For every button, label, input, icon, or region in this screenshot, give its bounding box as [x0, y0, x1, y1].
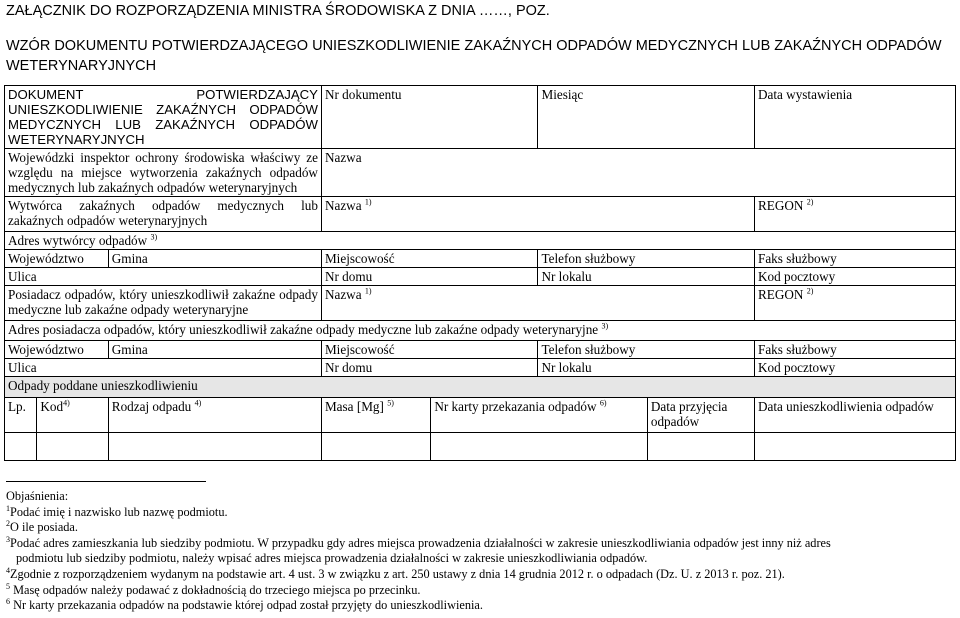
row-lp-cell[interactable] [5, 433, 37, 461]
footnote-1: $^1$Podać imię i nazwisko lub nazwę podmiotu. [6, 503, 228, 519]
col-lp: Lp. [5, 398, 37, 433]
ulica-field-2[interactable]: Ulica [5, 359, 322, 377]
telefon-field[interactable]: Telefon służbowy [538, 250, 755, 268]
miesiac-field[interactable]: Miesiąc [538, 86, 755, 149]
wojewodztwo-field[interactable]: Województwo [5, 250, 109, 268]
wojewodztwo-field-2[interactable]: Województwo [5, 341, 109, 359]
footnote-6: $^6$ Nr karty przekazania odpadów na podstawie której odpad został przyjęty do unieszkodliwienia. [6, 597, 483, 613]
posiadacz-nazwa-field[interactable]: Nazwa $^{1)}$ [321, 286, 754, 321]
miejscowosc-field-2[interactable]: Miejscowość [321, 341, 538, 359]
adres-wytworcy-label: Adres wytwórcy odpadów $^{3)}$ [5, 232, 956, 250]
gmina-field[interactable]: Gmina [108, 250, 321, 268]
kod-pocztowy-field-2[interactable]: Kod pocztowy [754, 359, 955, 377]
col-data-przyjecia: Data przyjęcia odpadów [647, 398, 754, 433]
posiadacz-regon-field[interactable]: REGON $^{2)}$ [754, 286, 955, 321]
inspektor-label: Wojewódzki inspektor ochrony środowiska właściwy ze względu na miejsce wytworzenia zakaźnych odpadów medycznych lub zakaźnych odpadów weterynaryjnych [5, 149, 322, 197]
adres-posiadacza-label: Adres posiadacza odpadów, który unieszkodliwił zakaźne odpady medyczne lub zakaźne odpady weterynaryjne $^{3)}$ [5, 321, 956, 341]
row-data-unieszk-cell[interactable] [754, 433, 955, 461]
faks-field[interactable]: Faks służbowy [754, 250, 955, 268]
document-model-title: WZÓR DOKUMENTU POTWIERDZAJĄCEGO UNIESZKODLIWIENIE ZAKAŹNYCH ODPADÓW MEDYCZNYCH LUB ZAKAŹNYCH ODPADÓW WETERYNARYJNYCH [6, 38, 942, 74]
disposal-confirmation-form [4, 85, 956, 461]
row-masa-cell[interactable] [321, 433, 430, 461]
nr-domu-field-2[interactable]: Nr domu [321, 359, 538, 377]
footnote-2: $^2$O ile posiada. [6, 519, 78, 535]
nr-domu-field[interactable]: Nr domu [321, 268, 538, 286]
explanations [6, 489, 956, 614]
row-nr-karty-cell[interactable] [431, 433, 648, 461]
footnote-4: $^4$Zgodnie z rozporządzeniem wydanym na podstawie art. 4 ust. 3 w związku z art. 250 ustawy z dnia 14 grudnia 2012 r. o odpadach (Dz. U. z 2013 r. poz. 21). [6, 565, 785, 581]
footnote-3: $^3$Podać adres zamieszkania lub siedziby podmiotu. W przypadku gdy adres miejsca prowadzenia działalności w zakresie unieszkodliwiania odpadów jest inny niż adres [6, 534, 831, 550]
wytworca-nazwa-field[interactable]: Nazwa $^{1)}$ [321, 197, 754, 232]
odpady-poddane-section: Odpady poddane unieszkodliwieniu [5, 377, 956, 398]
col-rodzaj-odpadu: Rodzaj odpadu $^{4)}$ [108, 398, 321, 433]
col-nr-karty: Nr karty przekazania odpadów $^{6)}$ [431, 398, 648, 433]
row-kod-cell[interactable] [37, 433, 108, 461]
faks-field-2[interactable]: Faks służbowy [754, 341, 955, 359]
col-kod: Kod$^{4)}$ [37, 398, 108, 433]
miejscowosc-field[interactable]: Miejscowość [321, 250, 538, 268]
footnote-3-continued: podmiotu lub siedziby podmiotu, należy wpisać adres miejsca prowadzenia działalności w zakresie unieszkodliwiania odpadów. [16, 551, 648, 566]
gmina-field-2[interactable]: Gmina [108, 341, 321, 359]
table-row [5, 433, 956, 461]
explanations-title: Objaśnienia: [6, 489, 69, 503]
doc-title-cell: DOKUMENT POTWIERDZAJĄCY UNIESZKODLIWIENIE ZAKAŹNYCH ODPADÓW MEDYCZNYCH LUB ZAKAŹNYCH ODPADÓW WETERYNARYJNYCH [5, 86, 322, 149]
row-rodzaj-cell[interactable] [108, 433, 321, 461]
col-masa: Masa [Mg] $^{5)}$ [321, 398, 430, 433]
wytworca-label: Wytwórca zakaźnych odpadów medycznych lub zakaźnych odpadów weterynaryjnych [5, 197, 322, 232]
inspektor-nazwa-field[interactable]: Nazwa [321, 149, 955, 197]
posiadacz-label: Posiadacz odpadów, który unieszkodliwił zakaźne odpady medyczne lub zakaźne odpady weterynaryjne [5, 286, 322, 321]
nr-lokalu-field-2[interactable]: Nr lokalu [538, 359, 755, 377]
ulica-field[interactable]: Ulica [5, 268, 322, 286]
footnote-divider [6, 481, 206, 482]
annex-header: ZAŁĄCZNIK DO ROZPORZĄDZENIA MINISTRA ŚRODOWISKA Z DNIA ……, POZ. [6, 3, 550, 19]
kod-pocztowy-field[interactable]: Kod pocztowy [754, 268, 955, 286]
telefon-field-2[interactable]: Telefon służbowy [538, 341, 755, 359]
row-data-przyjecia-cell[interactable] [647, 433, 754, 461]
data-wystawienia-field[interactable]: Data wystawienia [754, 86, 955, 149]
wytworca-regon-field[interactable]: REGON $^{2)}$ [754, 197, 955, 232]
nr-lokalu-field[interactable]: Nr lokalu [538, 268, 755, 286]
footnote-5: $^5$ Masę odpadów należy podawać z dokładnością do trzeciego miejsca po przecinku. [6, 581, 421, 597]
nr-dokumentu-field[interactable]: Nr dokumentu [321, 86, 538, 149]
col-data-unieszkodliwienia: Data unieszkodliwienia odpadów [754, 398, 955, 433]
